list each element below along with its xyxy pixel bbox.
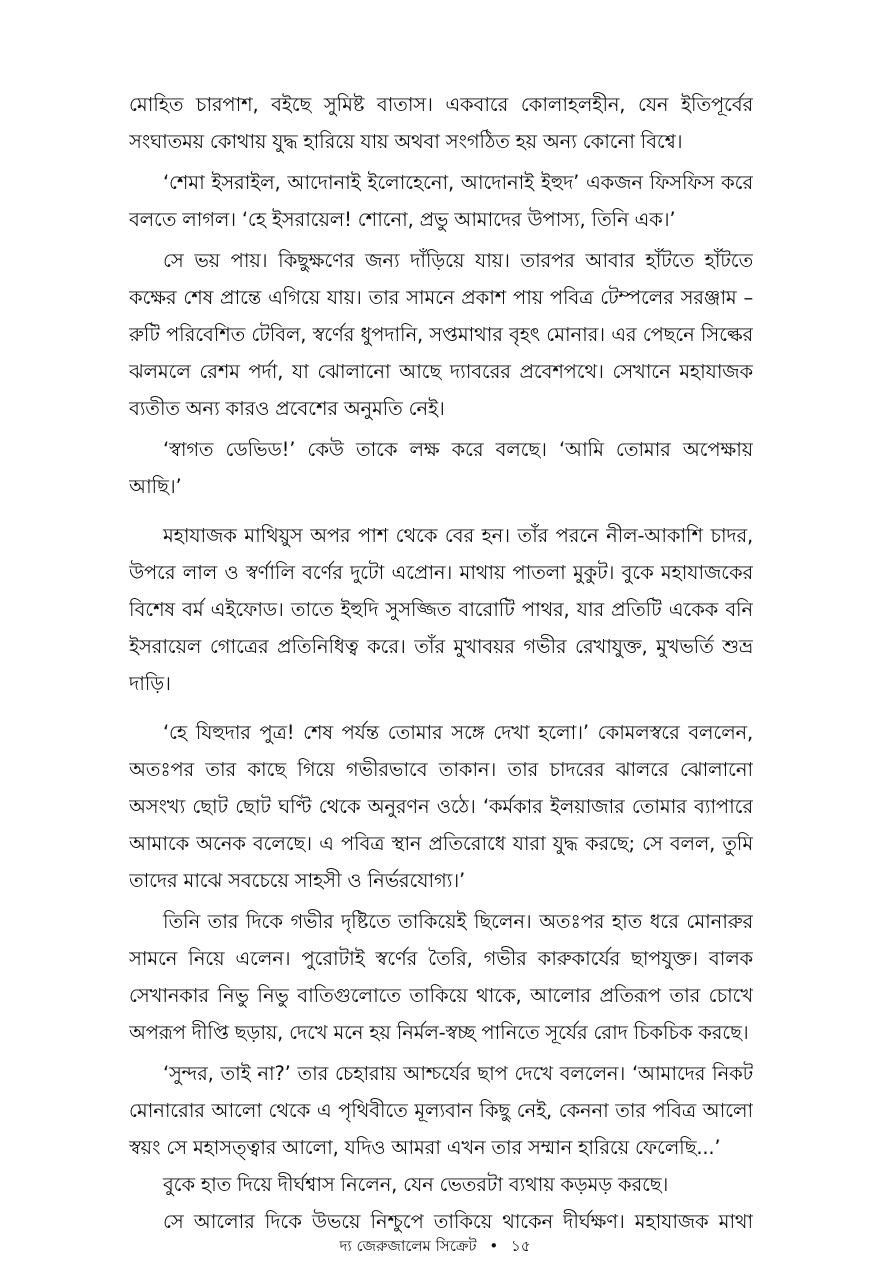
paragraph-7: তিনি তার দিকে গভীর দৃষ্টিতে তাকিয়েই ছিলেন। অতঃপর হাত ধরে মোনারুর সামনে নিয়ে এলেন। পুরোটাই স্বর্ণের তৈরি, গভীর কারুকার্যের ছাপযুক্ত। বালক সেখানকার নিভু নিভু বাতিগুলোতে তাকিয়ে থাকে, আলোর প্রতিরূপ তার চোখে অপরূপ দীপ্তি ছড়ায়, দেখে মনে হয় নির্মল-স্বচ্ছ পানিতে সূর্যের রোদ চিকচিক করছে। [129,910,753,1044]
paragraph-10: সে আলোর দিকে উভয়ে নিশ্চুপে তাকিয়ে থাকেন দীর্ঘক্ষণ। মহাযাজক মাথা [163,1210,753,1233]
paragraph-2: ‘শেমা ইসরাইল, আদোনাই ইলোহেনো, আদোনাই ইহুদ’ একজন ফিসফিস করে বলতে লাগল। ‘হে ইসরায়েল! শোনো, প্রভু আমাদের উপাস্য, তিনি এক।’ [129,171,753,231]
paragraph-5: মহাযাজক মাথিয়ুস অপর পাশ থেকে বের হন। তাঁর পরনে নীল-আকাশি চাদর, উপরে লাল ও স্বর্ণালি বর্ণের দুটো এপ্রোন। মাথায় পাতলা মুকুট। বুকে মহাযাজকের বিশেষ বর্ম এইফোড। তাতে ইহুদি সুসজ্জিত বারোটি পাথর, যার প্রতিটি একেক বনি ইসরায়েল গোত্রের প্রতিনিধিত্ব করে। তাঁর মুখাবয়র গভীর রেখাযুক্ত, মুখভর্তি শুভ্র দাড়ি। [129,524,753,695]
running-title: দ্য জেরুজালেম সিক্রেট [339,1237,477,1255]
footer-separator: • [489,1237,499,1255]
paragraph-9: বুকে হাত দিয়ে দীর্ঘশ্বাস নিলেন, যেন ভেতরটা ব্যথায় কড়মড় করছে। [163,1173,669,1196]
paragraph-1: মোহিত চারপাশ, বইছে সুমিষ্ট বাতাস। একবারে কোলাহলহীন, যেন ইতিপূর্বের সংঘাতময় কোথায় যুদ্ধ হারিয়ে যায় অথবা সংগঠিত হয় অন্য কোনো বিশ্বে। [129,93,753,153]
paragraph-4: ‘স্বাগত ডেভিড!’ কেউ তাকে লক্ষ করে বলছে। ‘আমি তোমার অপেক্ষায় আছি।’ [129,438,753,498]
paragraph-8: ‘সুন্দর, তাই না?’ তার চেহারায় আশ্চর্যের ছাপ দেখে বললেন। ‘আমাদের নিকট মোনারোর আলো থেকে এ পৃথিবীতে মূল্যবান কিছু নেই, কেননা তার পবিত্র আলো স্বয়ং সে মহাসত্ত্বার আলো, যদিও আমরা এখন তার সম্মান হারিয়ে ফেলেছি...’ [129,1062,753,1159]
paragraph-6: ‘হে যিহুদার পুত্র! শেষ পর্যন্ত তোমার সঙ্গে দেখা হলো।’ কোমলস্বরে বললেন, অতঃপর তার কাছে গিয়ে গভীরভাবে তাকান। তার চাদরের ঝালরে ঝোলানো অসংখ্য ছোট ছোট ঘণ্টি থেকে অনুরণন ওঠে। ‘কর্মকার ইলয়াজার তোমার ব্যাপারে আমাকে অনেক বলেছে। এ পবিত্র স্থান প্রতিরোধে যারা যুদ্ধ করছে; সে বলল, তুমি তাদের মাঝে সবচেয়ে সাহসী ও নির্ভরযোগ্য।’ [129,721,753,892]
paragraph-3: সে ভয় পায়। কিছুক্ষণের জন্য দাঁড়িয়ে যায়। তারপর আবার হাঁটতে হাঁটতে কক্ষের শেষ প্রান্তে এগিয়ে যায়। তার সামনে প্রকাশ পায় পবিত্র টেম্পলের সরঞ্জাম – রুটি পরিবেশিত টেবিল, স্বর্ণের ধুপদানি, সপ্তমাথার বৃহৎ মোনার। এর পেছনে সিল্কের ঝলমলে রেশম পর্দা, যা ঝোলানো আছে দ্যাবরের প্রবেশপথে। সেখানে মহাযাজক ব্যতীত অন্য কারও প্রবেশের অনুমতি নেই। [129,249,753,420]
page-number: ১৫ [510,1237,531,1255]
page-body [129,86,753,1236]
page-footer [0,1236,870,1256]
